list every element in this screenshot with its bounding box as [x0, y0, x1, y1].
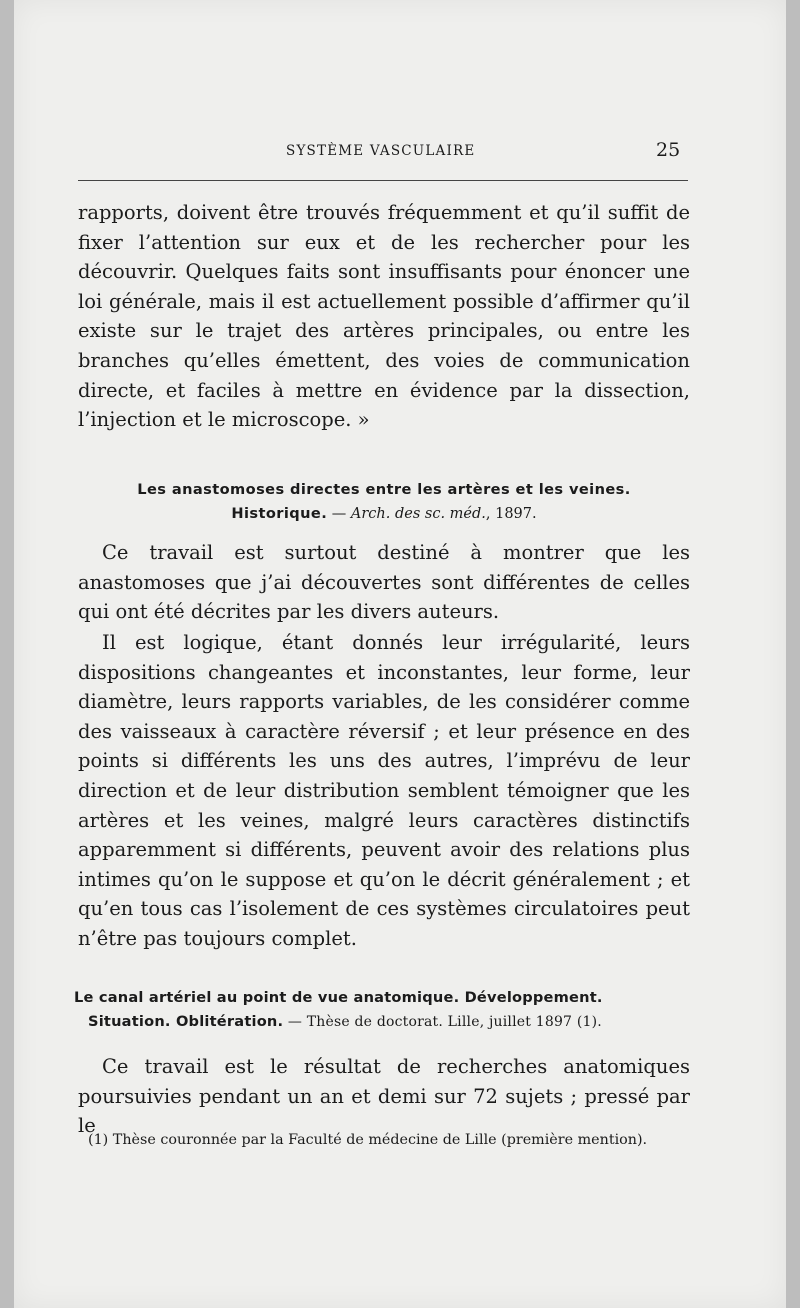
section-1-ref-journal: Arch. des sc. méd.: [350, 506, 486, 522]
footnote: (1) Thèse couronnée par la Faculté de médecine de Lille (première mention).: [88, 1132, 648, 1148]
page-number: 25: [656, 139, 681, 161]
section-1-title-line-1: Les anastomoses directes entre les artères et les veines.: [137, 481, 631, 498]
footnote-block: [78, 1130, 690, 1150]
section-1-ref-dash: —: [327, 506, 351, 522]
section-heading-1: [74, 478, 694, 526]
paragraph-1: rapports, doivent être trouvés fréquemment et qu’il suffit de fixer l’attention sur eux et de les rechercher pour les découvrir. Quelques faits sont insuffisants pour énoncer une loi générale, mais il est actuellement possible d’affirmer qu’il existe sur le trajet des artères principales, ou entre les branches qu’elles émettent, des voies de communication directe, et faciles à mettre en évidence par la dissection, l’injection et le microscope. »: [78, 201, 690, 432]
paragraph-4-block: [78, 1052, 690, 1141]
paragraph-3-block: [78, 628, 690, 954]
section-1-ref-year: , 1897.: [485, 506, 537, 522]
section-1-title-line-2: Historique.: [231, 505, 328, 522]
section-2-title-line-1: Le canal artériel au point de vue anatomique. Développement.: [74, 989, 603, 1006]
section-2-title-line-2: Situation. Oblitération.: [88, 1013, 284, 1030]
paragraph-2: Ce travail est surtout destiné à montrer que les anastomoses que j’ai découvertes sont différentes de celles qui ont été décrites par les divers auteurs.: [78, 541, 690, 624]
paragraph-3: Il est logique, étant donnés leur irrégularité, leurs dispositions changeantes et inconstantes, leur forme, leur diamètre, leurs rapports variables, de les considérer comme des vaisseaux à caractère réversif ; et leur présence en des points si différents les uns des autres, l’imprévu de leur direction et de leur distribution semblent témoigner que les artères et les veines, malgré leurs caractères distinctifs apparemment si différents, peuvent avoir des relations plus intimes qu’on le suppose et qu’on le décrit généralement ; et qu’en tous cas l’isolement de ces systèmes circulatoires peut n’être pas toujours complet.: [78, 631, 690, 950]
section-heading-2: [74, 986, 694, 1034]
header-rule: [78, 180, 688, 181]
section-2-ref: — Thèse de doctorat. Lille, juillet 1897 (1).: [283, 1014, 602, 1030]
paragraph-1-block: [78, 198, 690, 435]
book-page: [14, 0, 786, 1308]
paragraph-4: Ce travail est le résultat de recherches anatomiques poursuivies pendant un an et demi sur 72 sujets ; pressé par le: [78, 1055, 690, 1138]
paragraph-2-block: [78, 538, 690, 627]
running-title: SYSTÈME VASCULAIRE: [286, 143, 476, 159]
running-head: [14, 141, 786, 165]
